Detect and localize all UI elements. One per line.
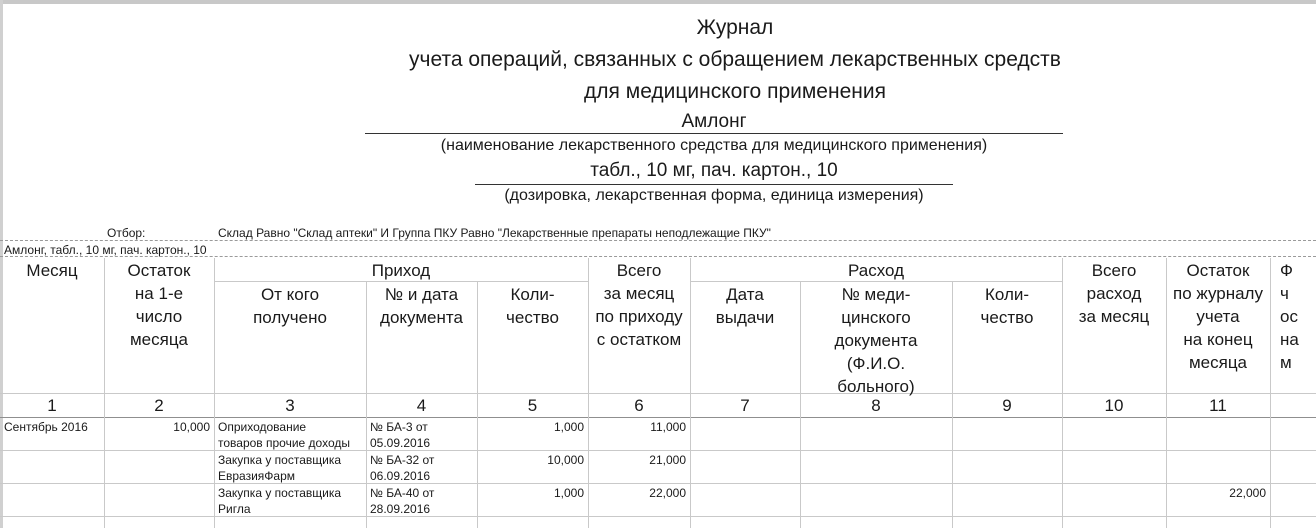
drug-dosage: табл., 10 мг, пач. картон., 10 (590, 160, 838, 181)
row-from: Закупка у поставщика (218, 486, 342, 500)
row-from: Оприходование (218, 420, 307, 434)
filter-separator (0, 240, 1316, 241)
group-label: Амлонг, табл., 10 мг, пач. картон., 10 (4, 243, 207, 257)
column-number: 7 (740, 396, 750, 415)
row-doc: № БА-3 от (370, 420, 428, 434)
row-separator-3 (0, 516, 1316, 517)
header-from-whom: От кого получено (253, 285, 327, 327)
column-number: 5 (527, 396, 538, 415)
filter-value: Склад Равно "Склад аптеки" И Группа ПКУ Равно "Лекарственные препараты неподлежащие ПКУ" (218, 226, 771, 240)
row-month: Сентябрь 2016 (4, 420, 88, 434)
header-total-income: Всего за месяц по приходу с остатком (595, 261, 683, 349)
filter-label: Отбор: (107, 226, 146, 240)
drug-dosage-underline (475, 184, 953, 185)
row-total-income: 22,000 (649, 486, 686, 500)
column-number: 9 (1002, 396, 1012, 415)
group-separator (0, 256, 1316, 257)
row-from: товаров прочие доходы (218, 436, 350, 450)
header-medical-document: № меди- цинского документа (Ф.И.О. больного) (834, 285, 918, 396)
row-separator-1 (0, 450, 1316, 451)
header-cut-column: Ф ч ос на м (1280, 261, 1299, 372)
row-doc: 06.09.2016 (370, 469, 431, 483)
column-number: 8 (871, 396, 881, 415)
column-number: 4 (416, 396, 427, 415)
row-from: Ригла (218, 502, 251, 516)
row-doc: 05.09.2016 (370, 436, 431, 450)
header-expense: Расход (847, 261, 905, 280)
row-qty: 1,000 (553, 486, 584, 500)
header-expense-quantity: Коли- чество (980, 285, 1034, 327)
journal-subtitle-line2: для медицинского применения (584, 80, 886, 103)
row-doc: № БА-40 от (370, 486, 435, 500)
window-top-edge (0, 0, 1316, 4)
row-qty: 1,000 (553, 420, 584, 434)
journal-title: Журнал (696, 16, 774, 39)
header-remainder-end: Остаток по журналу учета на конец месяца (1173, 261, 1263, 372)
header-bottom-line (0, 393, 1316, 394)
row-remainder: 10,000 (173, 420, 210, 434)
drug-name-caption: (наименование лекарственного средства для медицинского применения) (440, 137, 988, 154)
row-total-income: 11,000 (650, 420, 686, 434)
col-divider-11 (1270, 258, 1271, 528)
row-from: Закупка у поставщика (218, 453, 342, 467)
drug-name-underline (365, 133, 1063, 134)
row-total-income: 21,000 (649, 453, 686, 467)
header-doc-num-date: № и дата документа (380, 285, 463, 327)
row-separator-2 (0, 483, 1316, 484)
row-doc: 28.09.2016 (370, 502, 431, 516)
drug-name: Амлонг (681, 111, 747, 132)
column-number: 6 (634, 396, 644, 415)
column-number: 11 (1209, 396, 1227, 415)
header-remainder-start: Остаток на 1-е число месяца (127, 261, 191, 349)
header-issue-date: Дата выдачи (715, 285, 775, 327)
column-numbers-bottom-line (0, 417, 1316, 418)
header-month: Месяц (26, 261, 78, 280)
journal-subtitle-line1: учета операций, связанных с обращением лекарственных средств (409, 48, 1061, 71)
header-total-expense: Всего расход за месяц (1078, 261, 1150, 326)
column-number: 3 (285, 396, 295, 415)
drug-dosage-caption: (дозировка, лекарственная форма, единица измерения) (504, 187, 924, 204)
column-number: 1 (47, 396, 57, 415)
header-income-quantity: Коли- чество (506, 285, 559, 327)
row-from: ЕвразияФарм (218, 469, 296, 483)
column-number: 2 (154, 396, 164, 415)
header-income: Приход (371, 261, 431, 280)
column-number: 10 (1104, 396, 1124, 415)
row-qty: 10,000 (547, 453, 584, 467)
row-remainder-end: 22,000 (1229, 486, 1266, 500)
row-doc: № БА-32 от (370, 453, 435, 467)
